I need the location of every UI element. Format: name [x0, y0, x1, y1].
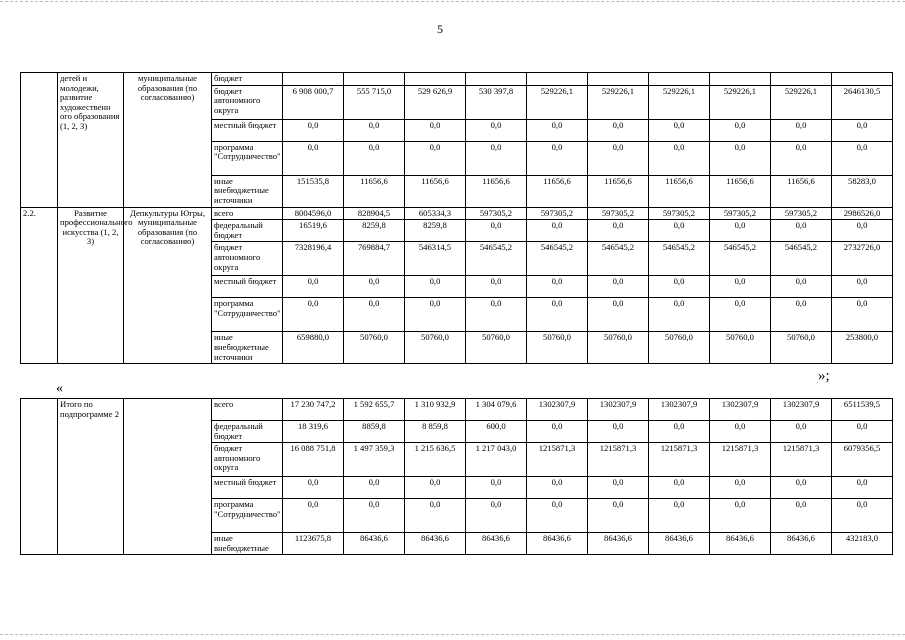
funding-source-cell: бюджет: [212, 73, 283, 86]
value-cell: 8004596,0: [283, 207, 344, 220]
value-cell: 0,0: [283, 141, 344, 175]
funding-source-cell: местный бюджет: [212, 477, 283, 499]
value-cell: [649, 73, 710, 86]
funding-source-cell: всего: [212, 399, 283, 421]
value-cell: 1302307,9: [588, 399, 649, 421]
value-cell: 0,0: [527, 421, 588, 443]
value-cell: 0,0: [527, 477, 588, 499]
value-cell: 253800,0: [832, 332, 893, 364]
value-cell: 0,0: [527, 220, 588, 242]
value-cell: 50760,0: [649, 332, 710, 364]
executor-cell: муниципальные образования (по согласованию): [124, 73, 212, 208]
value-cell: 1302307,9: [710, 399, 771, 421]
value-cell: 0,0: [405, 477, 466, 499]
value-cell: 0,0: [283, 499, 344, 533]
executor-cell: Депкультуры Югры, муниципальные образования (по согласованию): [124, 207, 212, 364]
value-cell: 432183,0: [832, 533, 893, 555]
value-cell: [344, 73, 405, 86]
budget-table-part2: [20, 398, 893, 555]
funding-source-cell: бюджет автономного округа: [212, 85, 283, 119]
value-cell: 0,0: [710, 298, 771, 332]
value-cell: 2986526,0: [832, 207, 893, 220]
value-cell: 0,0: [405, 276, 466, 298]
value-cell: 0,0: [649, 477, 710, 499]
funding-source-cell: всего: [212, 207, 283, 220]
value-cell: 0,0: [710, 220, 771, 242]
value-cell: 16519,6: [283, 220, 344, 242]
value-cell: 0,0: [466, 119, 527, 141]
value-cell: 546314,5: [405, 242, 466, 276]
value-cell: 0,0: [771, 421, 832, 443]
value-cell: 0,0: [771, 119, 832, 141]
value-cell: 8 859,8: [405, 421, 466, 443]
value-cell: [832, 73, 893, 86]
funding-source-cell: иные внебюджетные источники: [212, 332, 283, 364]
value-cell: 0,0: [832, 141, 893, 175]
value-cell: 0,0: [283, 477, 344, 499]
value-cell: 597305,2: [649, 207, 710, 220]
value-cell: 529226,1: [527, 85, 588, 119]
value-cell: 529226,1: [710, 85, 771, 119]
value-cell: 1215871,3: [649, 443, 710, 477]
value-cell: 0,0: [649, 499, 710, 533]
value-cell: 0,0: [832, 298, 893, 332]
value-cell: 1 592 655,7: [344, 399, 405, 421]
page-number: 5: [437, 22, 443, 36]
value-cell: 546545,2: [649, 242, 710, 276]
value-cell: 2732726,0: [832, 242, 893, 276]
value-cell: 86436,6: [588, 533, 649, 555]
value-cell: 0,0: [283, 119, 344, 141]
value-cell: 0,0: [588, 421, 649, 443]
value-cell: 769884,7: [344, 242, 405, 276]
funding-source-cell: федеральный бюджет: [212, 421, 283, 443]
value-cell: 11656,6: [771, 175, 832, 207]
value-cell: 0,0: [649, 298, 710, 332]
value-cell: 0,0: [832, 421, 893, 443]
value-cell: 0,0: [649, 421, 710, 443]
value-cell: 597305,2: [588, 207, 649, 220]
value-cell: 86436,6: [466, 533, 527, 555]
value-cell: 11656,6: [466, 175, 527, 207]
value-cell: [283, 73, 344, 86]
funding-source-cell: федеральный бюджет: [212, 220, 283, 242]
value-cell: [405, 73, 466, 86]
value-cell: 0,0: [466, 298, 527, 332]
value-cell: 11656,6: [527, 175, 588, 207]
value-cell: 546545,2: [710, 242, 771, 276]
activity-cell: Итого по подпрограмме 2: [58, 399, 124, 555]
value-cell: 0,0: [344, 119, 405, 141]
value-cell: 1123675,8: [283, 533, 344, 555]
table-row: [21, 399, 893, 421]
value-cell: 529226,1: [771, 85, 832, 119]
value-cell: 8259,8: [344, 220, 405, 242]
value-cell: 0,0: [771, 276, 832, 298]
value-cell: 1 217 043,0: [466, 443, 527, 477]
value-cell: 0,0: [588, 499, 649, 533]
value-cell: 0,0: [466, 276, 527, 298]
value-cell: 58283,0: [832, 175, 893, 207]
activity-cell: детей и молодежи, развитие художественн ого образования (1, 2, 3): [58, 73, 124, 208]
value-cell: 546545,2: [466, 242, 527, 276]
value-cell: 11656,6: [710, 175, 771, 207]
table-row: [21, 207, 893, 220]
value-cell: 50760,0: [710, 332, 771, 364]
value-cell: 0,0: [771, 477, 832, 499]
value-cell: 546545,2: [771, 242, 832, 276]
value-cell: 16 088 751,8: [283, 443, 344, 477]
value-cell: 0,0: [344, 499, 405, 533]
item-number-cell: [21, 73, 58, 208]
value-cell: 0,0: [344, 298, 405, 332]
value-cell: 86436,6: [649, 533, 710, 555]
value-cell: 50760,0: [527, 332, 588, 364]
value-cell: 597305,2: [771, 207, 832, 220]
value-cell: 1 310 932,9: [405, 399, 466, 421]
value-cell: 0,0: [832, 477, 893, 499]
value-cell: 0,0: [405, 298, 466, 332]
budget-table-part1: [20, 72, 893, 364]
value-cell: 0,0: [710, 119, 771, 141]
funding-source-cell: бюджет автономного округа: [212, 443, 283, 477]
value-cell: 597305,2: [466, 207, 527, 220]
funding-source-cell: программа "Сотрудничество": [212, 499, 283, 533]
value-cell: 86436,6: [710, 533, 771, 555]
value-cell: 0,0: [832, 276, 893, 298]
value-cell: 0,0: [710, 276, 771, 298]
value-cell: 1302307,9: [649, 399, 710, 421]
value-cell: 50760,0: [771, 332, 832, 364]
value-cell: 0,0: [710, 141, 771, 175]
value-cell: 546545,2: [588, 242, 649, 276]
value-cell: 6079356,5: [832, 443, 893, 477]
value-cell: 0,0: [527, 298, 588, 332]
value-cell: 0,0: [588, 477, 649, 499]
value-cell: 0,0: [649, 141, 710, 175]
value-cell: 0,0: [344, 276, 405, 298]
value-cell: 597305,2: [710, 207, 771, 220]
value-cell: 11656,6: [405, 175, 466, 207]
value-cell: 151535,8: [283, 175, 344, 207]
funding-source-cell: иные внебюджетные источники: [212, 175, 283, 207]
value-cell: 0,0: [344, 477, 405, 499]
value-cell: 2646130,5: [832, 85, 893, 119]
value-cell: 529226,1: [649, 85, 710, 119]
value-cell: 0,0: [588, 141, 649, 175]
value-cell: 0,0: [527, 276, 588, 298]
value-cell: 555 715,0: [344, 85, 405, 119]
funding-source-cell: иные внебюджетные: [212, 533, 283, 555]
value-cell: 0,0: [405, 141, 466, 175]
value-cell: 0,0: [466, 477, 527, 499]
value-cell: [771, 73, 832, 86]
value-cell: 11656,6: [344, 175, 405, 207]
scan-edge-top: [0, 1, 905, 2]
value-cell: 0,0: [710, 477, 771, 499]
value-cell: 600,0: [466, 421, 527, 443]
value-cell: 1302307,9: [527, 399, 588, 421]
value-cell: [466, 73, 527, 86]
value-cell: 0,0: [527, 119, 588, 141]
value-cell: 659880,0: [283, 332, 344, 364]
value-cell: [527, 73, 588, 86]
value-cell: 6 908 000,7: [283, 85, 344, 119]
value-cell: 86436,6: [771, 533, 832, 555]
activity-cell: Развитие профессионального искусства (1, 2, 3): [58, 207, 124, 364]
value-cell: 18 319,6: [283, 421, 344, 443]
value-cell: 0,0: [344, 141, 405, 175]
value-cell: 50760,0: [405, 332, 466, 364]
value-cell: 11656,6: [588, 175, 649, 207]
value-cell: 0,0: [832, 119, 893, 141]
value-cell: 0,0: [649, 220, 710, 242]
value-cell: 0,0: [588, 119, 649, 141]
value-cell: 0,0: [771, 141, 832, 175]
value-cell: 0,0: [283, 276, 344, 298]
funding-source-cell: местный бюджет: [212, 119, 283, 141]
value-cell: 0,0: [832, 220, 893, 242]
value-cell: 529 626,9: [405, 85, 466, 119]
value-cell: 86436,6: [527, 533, 588, 555]
value-cell: 0,0: [466, 499, 527, 533]
value-cell: 0,0: [771, 499, 832, 533]
value-cell: 0,0: [649, 119, 710, 141]
funding-source-cell: программа "Сотрудничество": [212, 141, 283, 175]
value-cell: 0,0: [649, 276, 710, 298]
opening-quote: «: [56, 381, 63, 396]
value-cell: 1215871,3: [771, 443, 832, 477]
value-cell: 0,0: [771, 298, 832, 332]
value-cell: 0,0: [283, 298, 344, 332]
table-row: [21, 73, 893, 86]
value-cell: 0,0: [405, 119, 466, 141]
value-cell: 0,0: [527, 499, 588, 533]
value-cell: 0,0: [588, 220, 649, 242]
value-cell: 0,0: [588, 298, 649, 332]
value-cell: 0,0: [771, 220, 832, 242]
item-number-cell: [21, 399, 58, 555]
closing-quote: »;: [818, 368, 830, 384]
value-cell: 8259,8: [405, 220, 466, 242]
funding-source-cell: местный бюджет: [212, 276, 283, 298]
scan-edge-bottom: [0, 634, 905, 635]
value-cell: 1 304 079,6: [466, 399, 527, 421]
value-cell: 1 497 359,3: [344, 443, 405, 477]
value-cell: 0,0: [710, 421, 771, 443]
value-cell: 529226,1: [588, 85, 649, 119]
value-cell: 605334,3: [405, 207, 466, 220]
value-cell: 50760,0: [344, 332, 405, 364]
value-cell: 86436,6: [405, 533, 466, 555]
value-cell: 597305,2: [527, 207, 588, 220]
value-cell: 0,0: [832, 499, 893, 533]
item-number-cell: 2.2.: [21, 207, 58, 364]
value-cell: 0,0: [405, 499, 466, 533]
value-cell: 50760,0: [588, 332, 649, 364]
executor-cell: [124, 399, 212, 555]
value-cell: [588, 73, 649, 86]
value-cell: 530 397,8: [466, 85, 527, 119]
value-cell: [710, 73, 771, 86]
value-cell: 1215871,3: [588, 443, 649, 477]
value-cell: 7328196,4: [283, 242, 344, 276]
value-cell: 828904,5: [344, 207, 405, 220]
value-cell: 0,0: [527, 141, 588, 175]
value-cell: 17 230 747,2: [283, 399, 344, 421]
value-cell: 1215871,3: [527, 443, 588, 477]
value-cell: 11656,6: [649, 175, 710, 207]
value-cell: 1215871,3: [710, 443, 771, 477]
value-cell: 6511539,5: [832, 399, 893, 421]
funding-source-cell: программа "Сотрудничество": [212, 298, 283, 332]
value-cell: 1302307,9: [771, 399, 832, 421]
value-cell: 86436,6: [344, 533, 405, 555]
value-cell: 0,0: [710, 499, 771, 533]
value-cell: 0,0: [466, 220, 527, 242]
value-cell: 1 215 636,5: [405, 443, 466, 477]
funding-source-cell: бюджет автономного округа: [212, 242, 283, 276]
value-cell: 546545,2: [527, 242, 588, 276]
value-cell: 8859,8: [344, 421, 405, 443]
value-cell: 50760,0: [466, 332, 527, 364]
value-cell: 0,0: [466, 141, 527, 175]
value-cell: 0,0: [588, 276, 649, 298]
